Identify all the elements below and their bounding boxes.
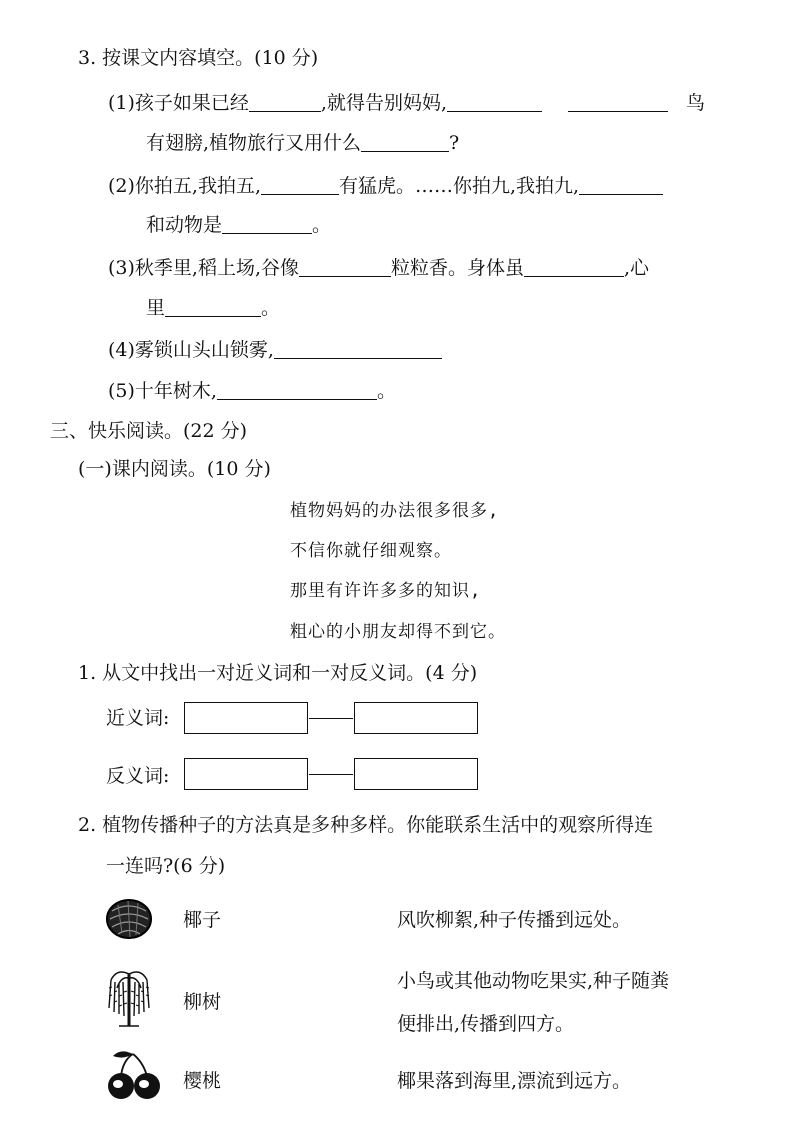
antonym-label: 反义词: [106,765,170,787]
section-3-sub-1: (一)课内阅读。(10 分) [78,458,271,480]
method-animal-line-1[interactable]: 小鸟或其他动物吃果实,种子随粪 [397,970,670,992]
blank-3-3[interactable] [165,296,261,317]
reading-q2-title-line-1: 2. 植物传播种子的方法真是多种多样。你能联系生活中的观察所得连 [78,814,654,836]
section-3-title: 三、快乐阅读。(22 分) [50,420,248,442]
q3-item-2-line-1 [108,173,663,199]
antonym-box-2[interactable] [354,758,478,790]
q3-item-1-text-d: 有翅膀,植物旅行又用什么 [146,132,362,154]
q3-item-4 [108,337,442,363]
q3-item-3-line-1 [108,255,649,281]
poem-line-1: 植物妈妈的办法很多很多, [290,501,500,521]
q3-item-1-text-b: ,就得告别妈妈, [320,92,448,114]
q3-item-3-text-e: 。 [261,297,281,319]
method-animal-line-2: 便排出,传播到四方。 [397,1013,575,1035]
method-ocean[interactable]: 椰果落到海里,漂流到远方。 [397,1070,632,1092]
antonym-connector [309,774,353,775]
q3-item-2-text-a: (2)你拍五,我拍五, [108,175,261,197]
q3-item-1-text-a: (1)孩子如果已经 [108,92,249,114]
blank-1-3[interactable] [568,91,668,112]
q3-item-3-text-b: 粒粒香。身体虽 [391,257,525,279]
q3-item-1-text-e: ? [449,132,460,154]
q3-item-1-line-1 [108,90,705,116]
q3-item-3-line-2 [146,295,280,321]
poem-line-4: 粗心的小朋友却得不到它。 [290,622,506,642]
blank-2-3[interactable] [222,213,312,234]
blank-5-1[interactable] [217,379,377,400]
synonym-connector [309,718,353,719]
q3-item-1-line-2 [146,130,459,156]
synonym-box-1[interactable] [184,702,308,734]
blank-4-1[interactable] [274,338,442,359]
q3-item-5-text-a: (5)十年树木, [108,380,217,402]
q3-item-3-text-c: ,心 [624,257,650,279]
q3-item-3-text-a: (3)秋季里,稻上场,谷像 [108,257,299,279]
q3-item-4-text: (4)雾锁山头山锁雾, [108,339,274,361]
poem-line-3: 那里有许许多多的知识, [290,581,482,601]
plant-cherry[interactable]: 樱桃 [183,1070,222,1092]
reading-q2-title-line-2: 一连吗?(6 分) [106,855,226,877]
blank-3-2[interactable] [524,256,624,277]
q3-item-5 [108,378,396,404]
blank-1-1[interactable] [249,91,321,112]
q3-title: 3. 按课文内容填空。(10 分) [78,47,319,69]
q3-item-1-text-c: 鸟 [686,92,706,114]
willow-tree-icon [105,962,153,1033]
poem-line-2: 不信你就仔细观察。 [290,541,452,561]
q3-item-2-text-d: 。 [312,214,332,236]
method-wind[interactable]: 风吹柳絮,种子传播到远处。 [397,909,632,931]
synonym-box-2[interactable] [354,702,478,734]
q3-item-2-text-c: 和动物是 [146,214,223,236]
blank-3-1[interactable] [299,256,391,277]
q3-item-2-line-2 [146,212,331,238]
synonym-label: 近义词: [106,707,170,729]
plant-coconut[interactable]: 椰子 [183,909,222,931]
coconut-icon [104,897,154,946]
plant-willow[interactable]: 柳树 [183,991,222,1013]
blank-1-4[interactable] [361,131,449,152]
antonym-box-1[interactable] [184,758,308,790]
q3-item-5-text-b: 。 [376,380,396,402]
q3-item-3-text-d: 里 [146,297,166,319]
cherry-icon [103,1048,165,1105]
q3-item-2-text-b: 有猛虎。……你拍九,我拍九, [339,175,580,197]
blank-2-2[interactable] [579,174,663,195]
reading-q1-title: 1. 从文中找出一对近义词和一对反义词。(4 分) [78,662,478,684]
blank-2-1[interactable] [261,174,339,195]
blank-1-2[interactable] [447,91,542,112]
